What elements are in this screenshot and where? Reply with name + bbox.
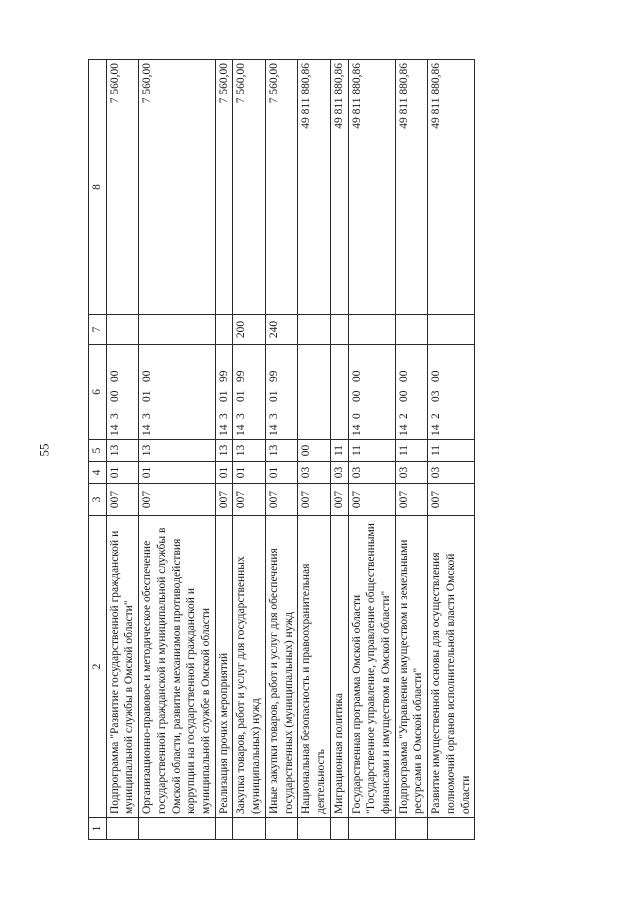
subsection-code: 13 [106,440,138,462]
subsection-code: 00 [298,440,330,462]
header-cell: 7 [89,315,107,345]
header-cell: 3 [89,484,107,516]
target-code-part: 3 [217,413,230,419]
target-code-part: 00 [141,370,154,382]
target-code-part: 99 [235,370,248,382]
section-code: 01 [233,462,265,484]
table-row [348,60,395,840]
subsection-code: 11 [348,440,395,462]
header-cell: 8 [89,60,107,315]
admin-code: 007 [428,484,475,516]
section-code: 01 [265,462,297,484]
target-code-part: 01 [267,390,280,402]
item-name: Подпрограмма "Управление имуществом и земельными ресурсами в Омской области" [395,516,427,818]
target-code-part: 00 [108,370,121,382]
subsection-code: 13 [139,440,216,462]
table-row [330,60,348,840]
target-code [298,345,330,440]
item-name: Миграционная политика [330,516,348,818]
cell-col1 [265,818,297,840]
target-code-part: 14 [430,424,443,436]
admin-code: 007 [348,484,395,516]
admin-code: 007 [298,484,330,516]
target-code-part: 3 [267,413,280,419]
item-name: Организационно-правовое и методическое обеспечение государственной гражданской и муниципальной службы в Омской области, развитие механизмов противодействия коррупции на государственной гражданской и муниципальной службе в Омской области [139,516,216,818]
item-name: Национальная безопасность и правоохранительная деятельность [298,516,330,818]
expense-type-code [106,315,138,345]
rotated-table-wrapper [88,60,618,840]
admin-code: 007 [215,484,233,516]
target-code-part: 3 [141,413,154,419]
subsection-code: 11 [395,440,427,462]
item-name: Реализация прочих мероприятий [215,516,233,818]
target-code [395,345,427,440]
target-code [215,345,233,440]
cell-col1 [298,818,330,840]
table-row [298,60,330,840]
target-code-part: 14 [141,424,154,436]
subsection-code: 13 [233,440,265,462]
target-code [139,345,216,440]
section-code: 01 [139,462,216,484]
admin-code: 007 [330,484,348,516]
header-cell: 1 [89,818,107,840]
table-row [139,60,216,840]
cell-col1 [428,818,475,840]
admin-code: 007 [233,484,265,516]
section-code: 01 [106,462,138,484]
target-code-part: 14 [235,424,248,436]
table-row [428,60,475,840]
amount: 49 811 880,86 [428,60,475,315]
table-row [265,60,297,840]
target-code [106,345,138,440]
table-row [215,60,233,840]
target-code-part: 14 [267,424,280,436]
header-cell: 5 [89,440,107,462]
amount: 7 560,00 [215,60,233,315]
target-code-part: 01 [141,390,154,402]
target-code-part: 14 [108,424,121,436]
cell-col1 [215,818,233,840]
cell-col1 [348,818,395,840]
table-header-row [89,60,107,840]
header-cell: 2 [89,516,107,818]
expense-type-code [215,315,233,345]
item-name: Развитие имущественной основы для осуществления полномочий органов исполнительной власти Омской области [428,516,475,818]
item-name: Подпрограмма "Развитие государственной гражданской и муниципальной службы в Омской области" [106,516,138,818]
target-code [265,345,297,440]
expense-type-code: 200 [233,315,265,345]
target-code-part: 01 [235,390,248,402]
target-code-part: 00 [397,390,410,402]
table-row [395,60,427,840]
target-code-part: 99 [217,370,230,382]
amount: 7 560,00 [139,60,216,315]
section-code: 03 [348,462,395,484]
target-code-part: 14 [217,424,230,436]
subsection-code: 11 [330,440,348,462]
target-code-part: 2 [430,413,443,419]
header-cell: 4 [89,462,107,484]
expense-type-code [139,315,216,345]
section-code: 03 [395,462,427,484]
item-name: Государственная программа Омской области "Государственное управление, управление общественными финансами и имуществом в Омской области" [348,516,395,818]
table-row [233,60,265,840]
target-code-part: 3 [235,413,248,419]
subsection-code: 13 [265,440,297,462]
amount: 7 560,00 [265,60,297,315]
section-code: 03 [428,462,475,484]
cell-col1 [395,818,427,840]
subsection-code: 11 [428,440,475,462]
target-code-part: 01 [217,390,230,402]
item-name: Закупка товаров, работ и услуг для государственных (муниципальных) нужд [233,516,265,818]
target-code-part: 00 [397,370,410,382]
target-code-part: 14 [397,424,410,436]
amount: 49 811 880,86 [298,60,330,315]
amount: 7 560,00 [233,60,265,315]
target-code-part: 99 [267,370,280,382]
target-code-part: 00 [108,390,121,402]
amount: 7 560,00 [106,60,138,315]
target-code-part: 00 [430,370,443,382]
budget-table [88,59,475,840]
target-code [428,345,475,440]
cell-col1 [139,818,216,840]
section-code: 03 [330,462,348,484]
target-code-part: 00 [350,390,363,402]
item-name: Иные закупки товаров, работ и услуг для обеспечения государственных (муниципальных) нужд [265,516,297,818]
page-number: 55 [36,443,52,457]
expense-type-code [395,315,427,345]
admin-code: 007 [106,484,138,516]
cell-col1 [330,818,348,840]
cell-col1 [233,818,265,840]
expense-type-code [298,315,330,345]
admin-code: 007 [395,484,427,516]
target-code-part: 00 [350,370,363,382]
expense-type-code [428,315,475,345]
expense-type-code [330,315,348,345]
header-cell: 6 [89,345,107,440]
section-code: 01 [215,462,233,484]
section-code: 03 [298,462,330,484]
admin-code: 007 [265,484,297,516]
target-code-part: 03 [430,390,443,402]
amount: 49 811 880,86 [348,60,395,315]
amount: 49 811 880,86 [395,60,427,315]
cell-col1 [106,818,138,840]
expense-type-code: 240 [265,315,297,345]
expense-type-code [348,315,395,345]
admin-code: 007 [139,484,216,516]
target-code-part: 14 [350,424,363,436]
target-code [233,345,265,440]
target-code-part: 2 [397,413,410,419]
target-code-part: 3 [108,413,121,419]
table-row [106,60,138,840]
amount: 49 811 880,86 [330,60,348,315]
target-code-part: 0 [350,413,363,419]
target-code [330,345,348,440]
target-code [348,345,395,440]
subsection-code: 13 [215,440,233,462]
